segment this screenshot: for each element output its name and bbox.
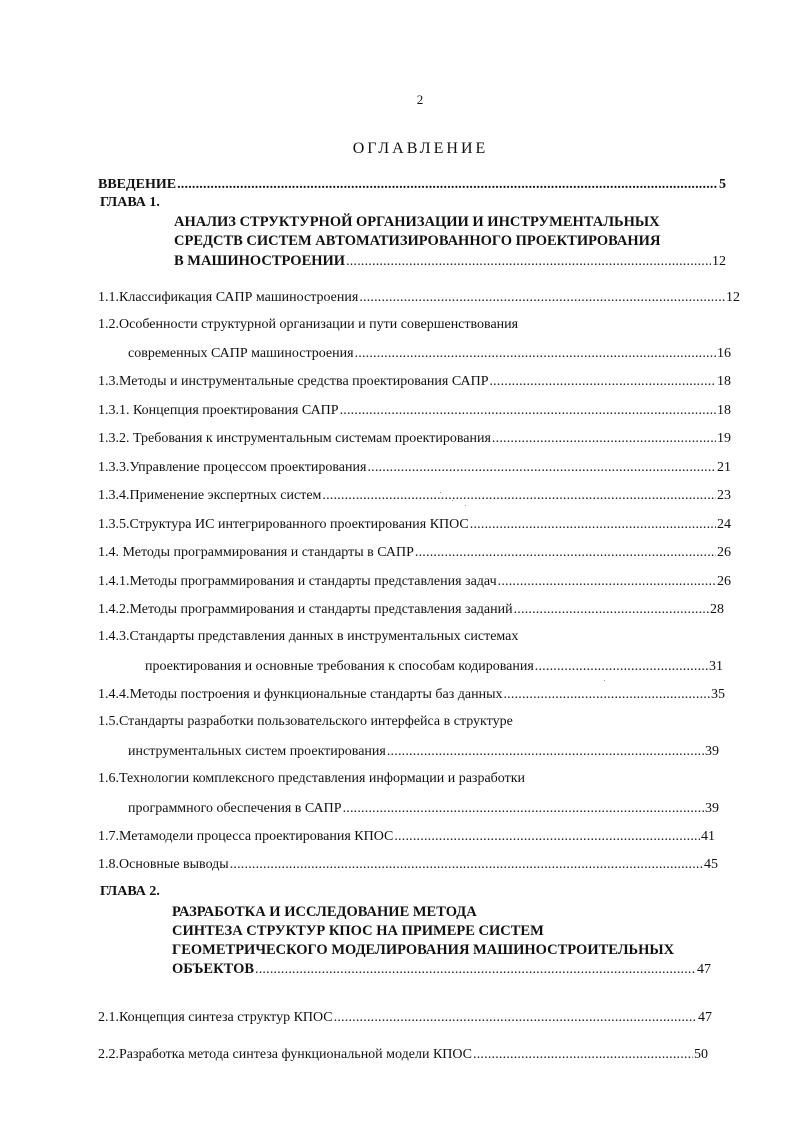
chapter2-heading-line3: ГЕОМЕТРИЧЕСКОГО МОДЕЛИРОВАНИЯ МАШИНОСТРОИТЕЛЬНЫХ [172,942,675,958]
toc-entry[interactable] [128,800,719,817]
scan-speck [604,680,605,681]
chapter1-heading-line1: АНАЛИЗ СТРУКТУРНОЙ ОРГАНИЗАЦИИ И ИНСТРУМЕНТАЛЬНЫХ [174,214,660,230]
toc-entry-text: 1.4.4.Методы построения и функциональные стандарты баз данных [98,687,503,702]
toc-entry-text: 1.1.Классификация САПР машиностроения [98,290,359,305]
leader-dots [498,573,716,590]
toc-entry-page: 23 [717,488,731,503]
page-number: 2 [416,92,424,107]
toc-entry-text: 1.3.3.Управление процессом проектирования [98,460,367,475]
toc-entry[interactable] [98,289,740,306]
leader-dots [394,828,700,845]
toc-entry-text: 2.2.Разработка метода синтеза функциональной модели КПОС [98,1047,473,1062]
toc-entry-text: 1.4.2.Методы программирования и стандарты представления заданий [98,602,513,617]
leader-dots [359,289,725,306]
toc-entry[interactable]: 1.2.Особенности структурной организации и пути совершенствования [98,317,519,332]
toc-entry-text: 1.3.2. Требования к инструментальным системам проектирования [98,431,491,446]
toc-entry-page: 12 [726,290,740,305]
toc-entry[interactable] [98,856,718,873]
leader-dots [355,345,716,362]
toc-entry-page: 21 [717,460,731,475]
scan-speck [452,500,453,501]
leader-dots [346,253,711,270]
leader-dots [415,544,716,561]
toc-entry-page: 41 [701,829,715,844]
chapter2-heading-line1: РАЗРАБОТКА И ИССЛЕДОВАНИЕ МЕТОДА [172,904,477,920]
chapter1-label: ГЛАВА 1. [100,195,160,210]
leader-dots [340,402,716,419]
toc-entry[interactable] [98,459,731,476]
toc-entry-page: 18 [717,374,731,389]
toc-entry[interactable]: 1.6.Технологии комплексного представления информации и разработки [98,771,526,786]
toc-entry[interactable] [98,601,724,618]
toc-entry-page: 24 [717,517,731,532]
toc-entry-text: программного обеспечения в САПР [128,801,342,816]
chapter2-page: 47 [697,962,711,977]
chapter1-page: 12 [712,254,726,269]
toc-entry-page: 31 [709,659,723,674]
toc-entry-page: 45 [704,857,718,872]
toc-entry[interactable] [98,1046,708,1063]
chapter2-heading-line2: СИНТЕЗА СТРУКТУР КПОС НА ПРИМЕРЕ СИСТЕМ [172,923,544,939]
toc-entry-text: 1.8.Основные выводы [98,857,229,872]
chapter2-label: ГЛАВА 2. [100,884,160,899]
leader-dots [367,459,716,476]
toc-intro-page: 5 [719,177,726,192]
toc-entry-page: 26 [717,545,731,560]
toc-entry[interactable] [98,516,731,533]
chapter2-heading-line4: ОБЪЕКТОВ [172,961,255,977]
toc-entry[interactable]: 1.5.Стандарты разработки пользовательского интерфейса в структуре [98,714,513,729]
leader-dots [322,487,716,504]
leader-dots [334,1009,697,1026]
toc-entry[interactable] [98,828,715,845]
leader-dots [535,658,708,675]
toc-entry-page: 19 [717,431,731,446]
toc-entry[interactable] [145,658,723,675]
leader-dots [489,373,716,390]
toc-entry-page: 39 [705,744,719,759]
leader-dots [492,430,716,447]
toc-entry[interactable] [98,544,731,561]
leader-dots [473,1046,693,1063]
toc-entry-text: 1.4.1.Методы программирования и стандарты представления задач [98,574,497,589]
toc-entry-text: инструментальных систем проектирования [128,744,386,759]
toc-entry-page: 39 [705,801,719,816]
toc-entry-text: 1.3.1. Концепция проектирования САПР [98,403,339,418]
toc-entry-page: 47 [698,1010,712,1025]
toc-entry-text: проектирования и основные требования к способам кодирования [145,659,534,674]
leader-dots [343,800,704,817]
toc-entry[interactable] [128,743,719,760]
scan-speck [465,505,466,506]
page-title: ОГЛАВЛЕНИЕ [352,140,489,157]
toc-entry-page: 35 [711,687,725,702]
toc-entry-page: 26 [717,574,731,589]
leader-dots [514,601,709,618]
toc-entry-page: 50 [694,1047,708,1062]
toc-entry[interactable] [98,430,731,447]
toc-intro-label: ВВЕДЕНИЕ [98,177,177,192]
toc-entry-text: 1.3.Методы и инструментальные средства проектирования САПР [98,374,489,389]
toc-entry[interactable] [98,1009,712,1026]
leader-dots [230,856,703,873]
leader-dots [177,176,718,193]
toc-entry-text: 1.7.Метамодели процесса проектирования КПОС [98,829,394,844]
toc-entry-text: 1.3.5.Структура ИС интегрированного проектирования КПОС [98,517,469,532]
chapter1-heading[interactable] [174,252,726,271]
toc-entry[interactable] [128,345,731,362]
leader-dots [387,743,704,760]
leader-dots [470,516,716,533]
leader-dots [503,686,710,703]
chapter2-heading[interactable] [172,960,711,979]
toc-entry[interactable]: 1.4.3.Стандарты представления данных в инструментальных системах [98,629,519,644]
toc-entry[interactable] [98,373,731,390]
scan-speck [440,492,441,493]
toc-entry-text: 2.1.Концепция синтеза структур КПОС [98,1010,333,1025]
toc-entry[interactable] [98,573,731,590]
toc-entry-page: 28 [710,602,724,617]
toc-entry-text: современных САПР машиностроения [128,346,354,361]
toc-intro[interactable] [98,176,726,193]
toc-entry-page: 16 [717,346,731,361]
chapter1-heading-line3: В МАШИНОСТРОЕНИИ [174,253,346,269]
chapter1-heading-line2: СРЕДСТВ СИСТЕМ АВТОМАТИЗИРОВАННОГО ПРОЕКТИРОВАНИЯ [174,233,661,249]
leader-dots [255,961,696,978]
toc-entry-text: 1.4. Методы программирования и стандарты в САПР [98,545,414,560]
toc-entry[interactable] [98,402,731,419]
toc-entry[interactable] [98,487,731,504]
toc-entry-text: 1.3.4.Применение экспертных систем [98,488,322,503]
toc-entry[interactable] [98,686,725,703]
toc-entry-page: 18 [717,403,731,418]
